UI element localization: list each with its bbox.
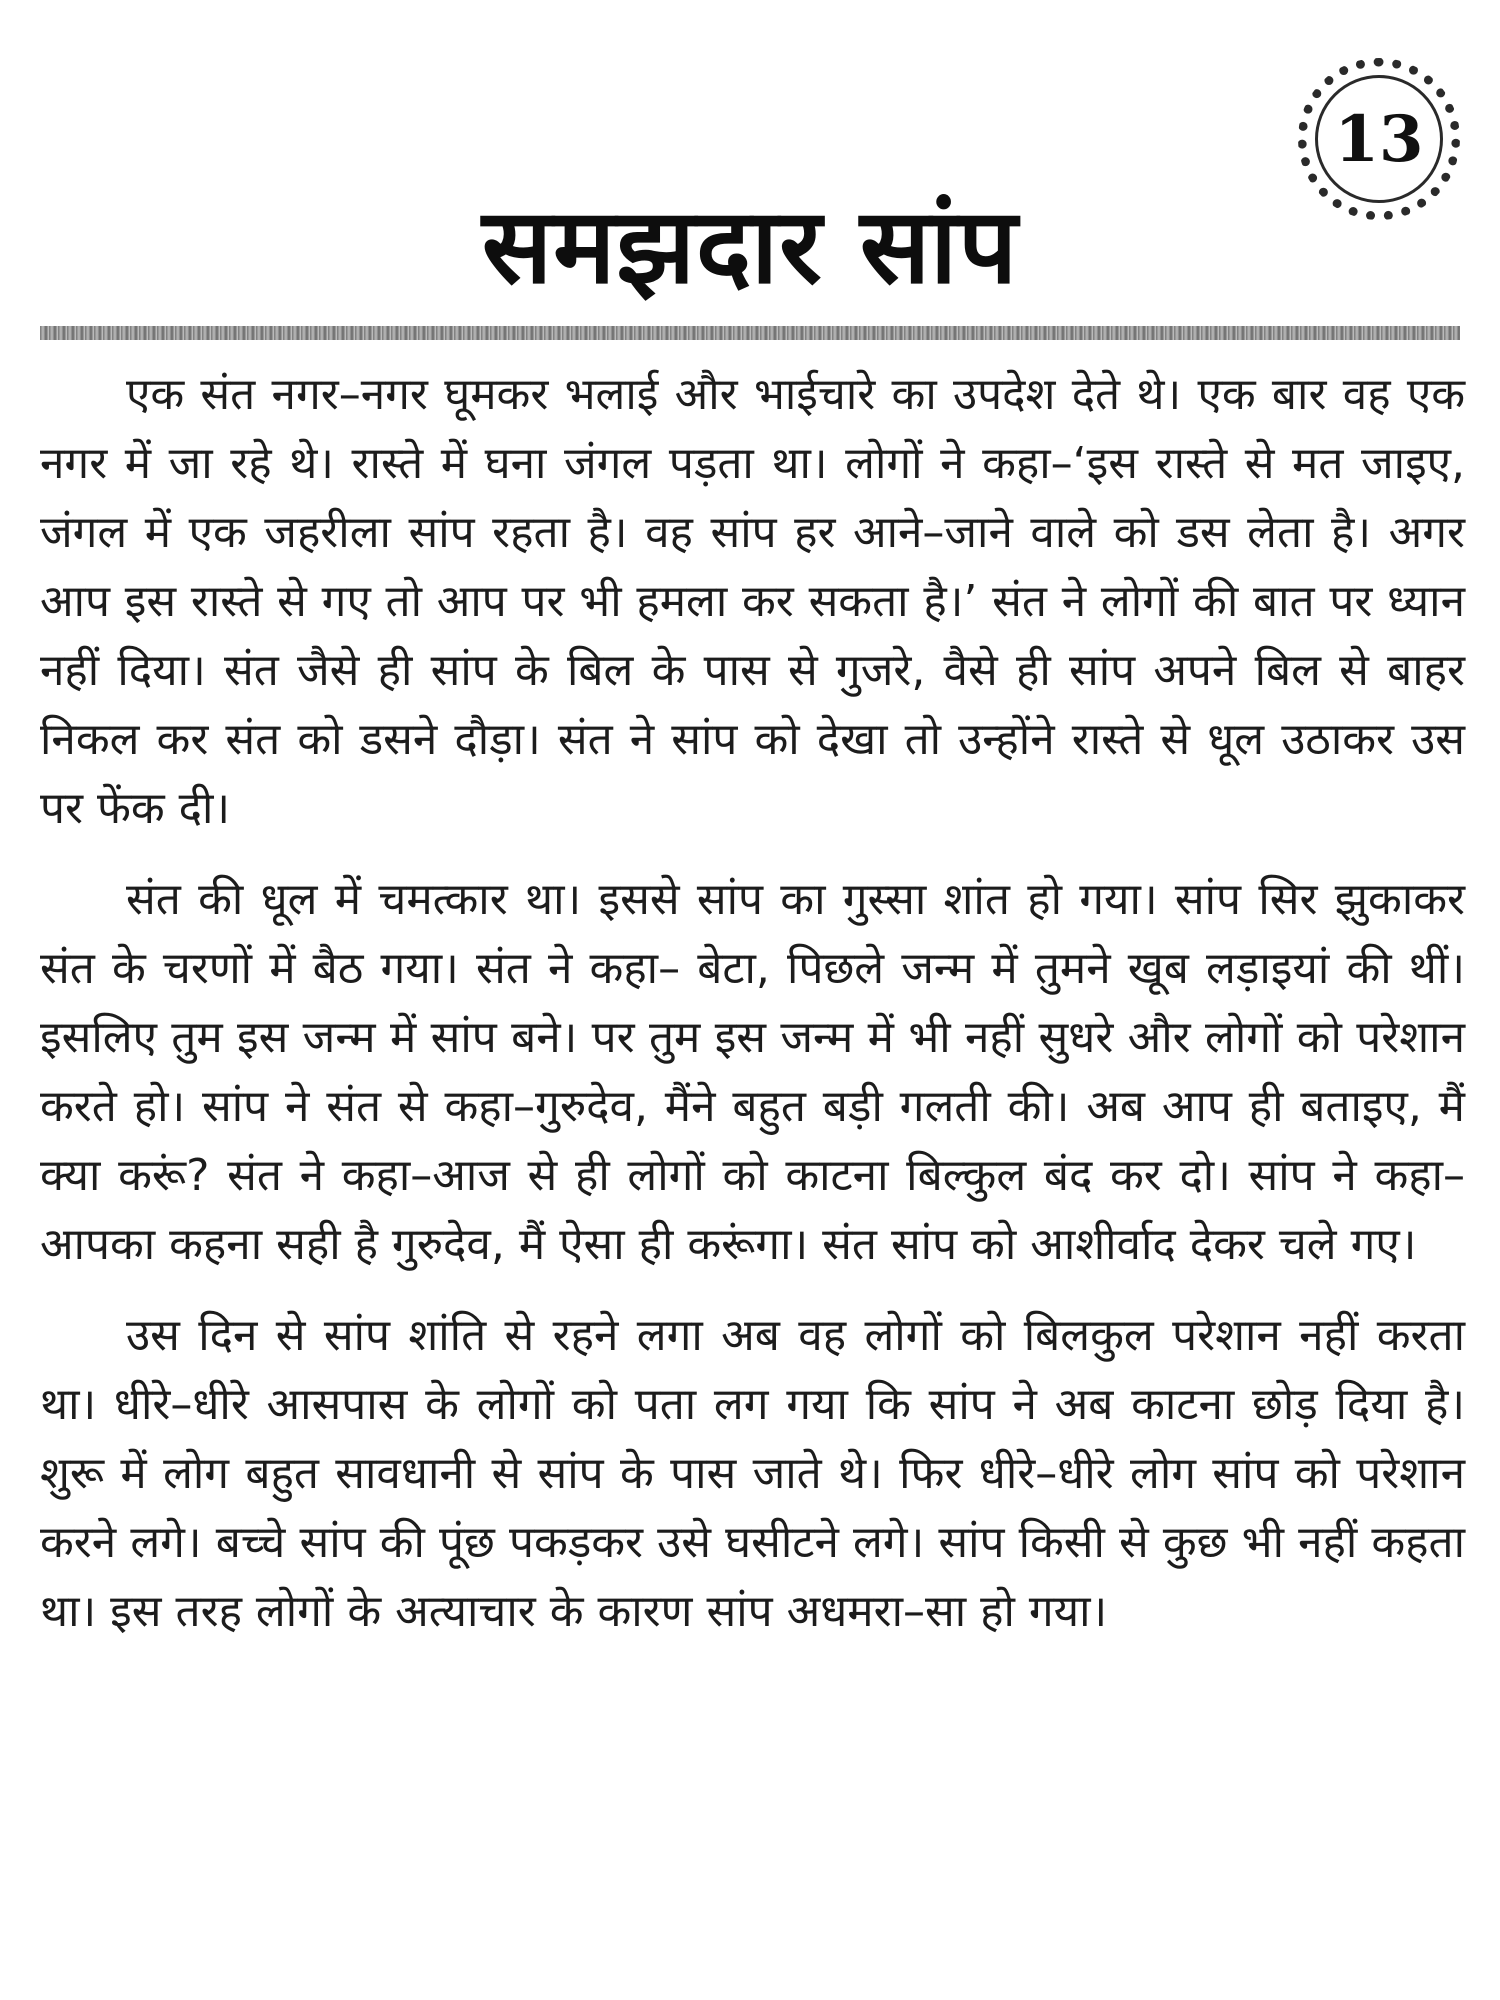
- paragraph: एक संत नगर–नगर घूमकर भलाई और भाईचारे का उपदेश देते थे। एक बार वह एक नगर में जा रहे थे। रास्ते में घना जंगल पड़ता था। लोगों ने कहा–‘इस रास्ते से मत जाइए, जंगल में एक जहरीला सांप रहता है। वह सांप हर आने–जाने वाले को डस लेता है। अगर आप इस रास्ते से गए तो आप पर भी हमला कर सकता है।’ संत ने लोगों की बात पर ध्यान नहीं दिया। संत जैसे ही सांप के बिल के पास से गुजरे, वैसे ही सांप अपने बिल से बाहर निकल कर संत को डसने दौड़ा। संत ने सांप को देखा तो उन्होंने रास्ते से धूल उठाकर उस पर फेंक दी।: [40, 369, 1465, 834]
- story-title: समझदार सांप: [481, 185, 1019, 307]
- story-body: [40, 360, 1465, 1668]
- title-divider: [40, 326, 1460, 340]
- chapter-number: 13: [1334, 101, 1424, 177]
- paragraph: संत की धूल में चमत्कार था। इससे सांप का गुस्सा शांत हो गया। सांप सिर झुकाकर संत के चरणों में बैठ गया। संत ने कहा– बेटा, पिछले जन्म में तुमने खूब लड़ाइयां की थीं। इसलिए तुम इस जन्म में सांप बने। पर तुम इस जन्म में भी नहीं सुधरे और लोगों को परेशान करते हो। सांप ने संत से कहा–गुरुदेव, मैंने बहुत बड़ी गलती की। अब आप ही बताइए, मैं क्या करूं? संत ने कहा–आज से ही लोगों को काटना बिल्कुल बंद कर दो। सांप ने कहा–आपका कहना सही है गुरुदेव, मैं ऐसा ही करूंगा। संत सांप को आशीर्वाद देकर चले गए।: [40, 874, 1465, 1270]
- paragraph: उस दिन से सांप शांति से रहने लगा अब वह लोगों को बिलकुल परेशान नहीं करता था। धीरे–धीरे आसपास के लोगों को पता लग गया कि सांप ने अब काटना छोड़ दिया है। शुरू में लोग बहुत सावधानी से सांप के पास जाते थे। फिर धीरे–धीरे लोग सांप को परेशान करने लगे। बच्चे सांप की पूंछ पकड़कर उसे घसीटने लगे। सांप किसी से कुछ भी नहीं कहता था। इस तरह लोगों के अत्याचार के कारण सांप अधमरा–सा हो गया।: [40, 1310, 1465, 1637]
